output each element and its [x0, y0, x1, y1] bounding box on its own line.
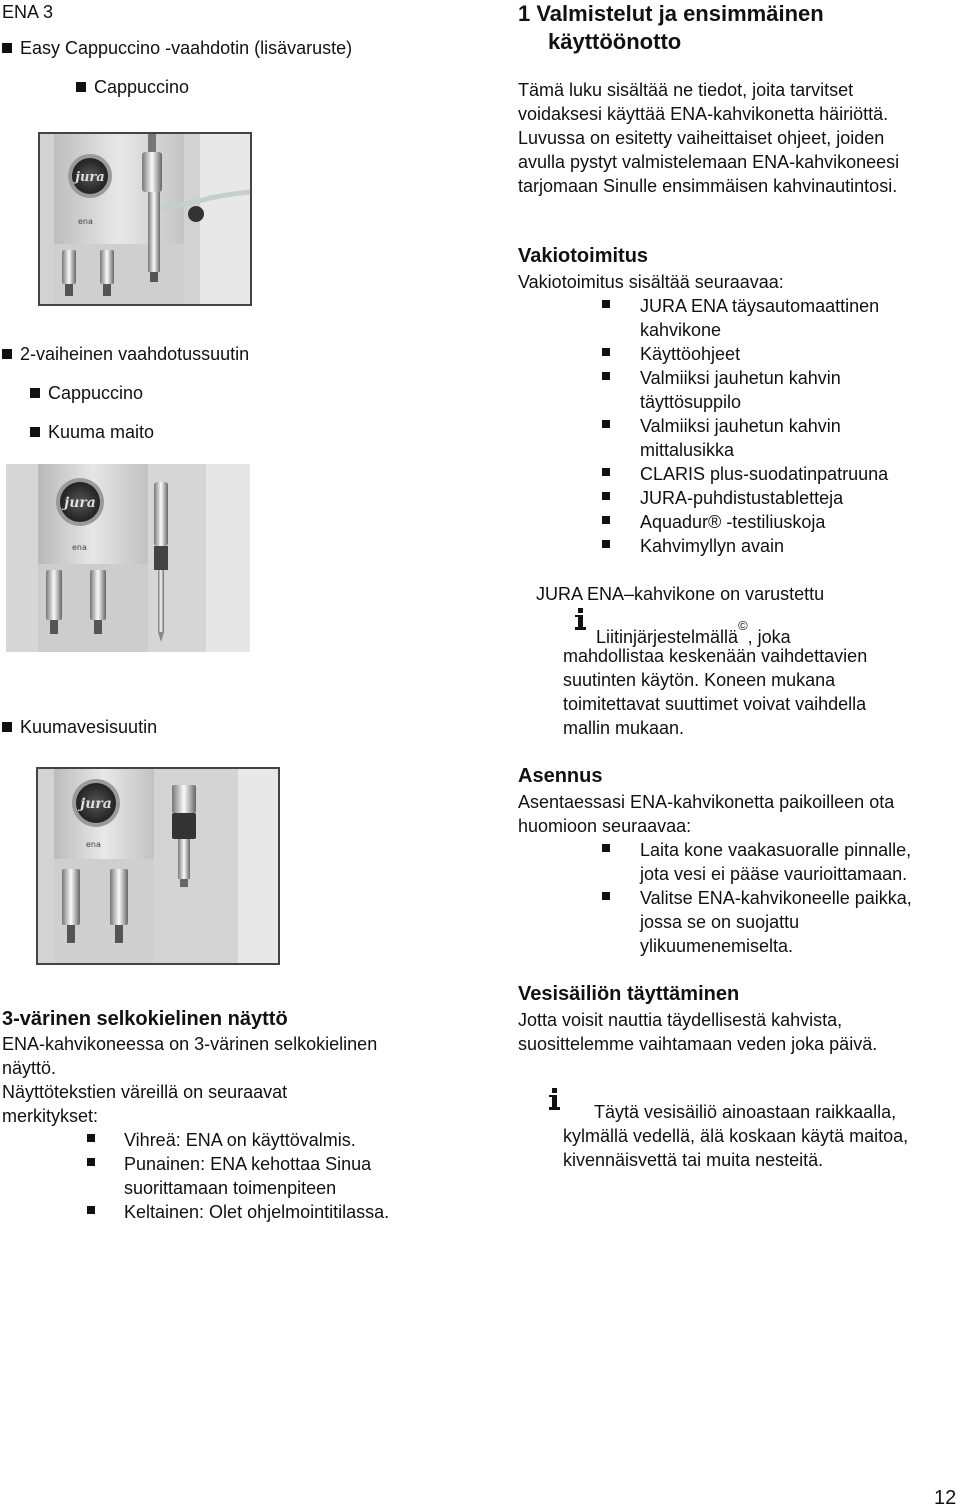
tank-note-line-1: Täytä vesisäiliö ainoastaan raikkaalla, — [594, 1102, 897, 1122]
accessory-3-title: Kuumavesisuutin — [2, 715, 157, 739]
machine-photo-easy-cappuccino — [38, 132, 252, 306]
jura-logo: jura — [75, 170, 105, 185]
accessory-2-title: 2-vaiheinen vaahdotussuutin — [2, 342, 249, 366]
bullet-square — [87, 1206, 95, 1214]
connector-system-label: Liitinjärjestelmällä — [596, 627, 739, 647]
equipped-lead: JURA ENA–kahvikone on varustettu — [536, 584, 825, 604]
bullet-square — [87, 1134, 95, 1142]
standard-item-3-line-2: täyttösuppilo — [640, 392, 742, 412]
standard-item-2: Käyttöohjeet — [640, 344, 741, 364]
accessory-1-title: Easy Cappuccino -vaahdotin (lisävaruste) — [2, 36, 352, 60]
chapter-title-line-2: käyttöönotto — [548, 29, 682, 54]
install-item-2-line-2: jossa se on suojattu — [640, 912, 800, 932]
tank-line-2: suosittelemme vaihtamaan veden joka päivä. — [518, 1034, 878, 1054]
machine-illustration — [40, 134, 250, 304]
bullet-square — [602, 844, 610, 852]
standard-item-4-line-1: Valmiiksi jauhetun kahvin — [640, 416, 841, 436]
display-line-4: merkitykset: — [2, 1106, 99, 1126]
bullet-square — [602, 420, 610, 428]
ena-badge: ena — [72, 543, 87, 552]
intro-line-2: voidaksesi käyttää ENA-kahvikonetta häiriöttä. — [518, 104, 889, 124]
jura-logo: jura — [80, 796, 112, 812]
install-item-1-line-2: jota vesi ei pääse vaurioittamaan. — [640, 864, 908, 884]
display-bullet-3: Keltainen: Olet ohjelmointitilassa. — [124, 1202, 390, 1222]
standard-item-7: Aquadur® -testiliuskoja — [640, 512, 826, 532]
page-number: 12 — [934, 1487, 957, 1509]
display-heading: 3-värinen selkokielinen näyttö — [2, 1008, 288, 1030]
display-bullet-1: Vihreä: ENA on käyttövalmis. — [124, 1130, 356, 1150]
standard-item-3-line-1: Valmiiksi jauhetun kahvin — [640, 368, 841, 388]
accessory-1-sub: Cappuccino — [76, 75, 189, 99]
bullet-square — [30, 427, 40, 437]
tank-line-1: Jotta voisit nauttia täydellisestä kahvista, — [518, 1010, 843, 1030]
standard-item-1-line-1: JURA ENA täysautomaattinen — [640, 296, 880, 316]
standard-item-8: Kahvimyllyn avain — [640, 536, 785, 556]
intro-line-1: Tämä luku sisältää ne tiedot, joita tarvitset — [518, 80, 854, 100]
intro-line-5: tarjomaan Sinulle ensimmäisen kahvinautintosi. — [518, 176, 898, 196]
tank-heading: Vesisäiliön täyttäminen — [518, 983, 740, 1005]
chapter-title-line-1: 1 Valmistelut ja ensimmäinen — [518, 1, 824, 26]
copyright-mark: © — [738, 618, 748, 633]
display-line-1: ENA-kahvikoneessa on 3-värinen selkokielinen — [2, 1034, 378, 1054]
equipped-line-5: mallin mukaan. — [563, 718, 685, 738]
bullet-square — [602, 892, 610, 900]
model-name: ENA 3 — [2, 2, 54, 22]
machine-photo-two-stage-frother — [4, 462, 252, 654]
standard-heading: Vakiotoimitus — [518, 245, 649, 267]
install-lead-2: huomioon seuraavaa: — [518, 816, 692, 836]
accessory-2-sub-2: Kuuma maito — [30, 420, 154, 444]
bullet-square — [602, 372, 610, 380]
bullet-square — [2, 43, 12, 53]
equipped-line-3: suutinten käytön. Koneen mukana — [563, 670, 836, 690]
standard-item-1-line-2: kahvikone — [640, 320, 722, 340]
display-bullet-2-line-2: suorittamaan toimenpiteen — [124, 1178, 337, 1198]
display-bullet-2-line-1: Punainen: ENA kehottaa Sinua — [124, 1154, 372, 1174]
install-item-2-line-1: Valitse ENA-kahvikoneelle paikka, — [640, 888, 912, 908]
machine-photo-hot-water-nozzle — [36, 767, 280, 965]
machine-illustration — [6, 464, 250, 652]
bullet-square — [602, 468, 610, 476]
info-icon — [548, 1088, 562, 1112]
standard-item-6: JURA-puhdistustabletteja — [640, 488, 844, 508]
bullet-square — [76, 82, 86, 92]
install-heading: Asennus — [518, 765, 603, 787]
machine-illustration — [38, 769, 278, 963]
tank-note-line-2: kylmällä vedellä, älä koskaan käytä maitoa, — [563, 1126, 909, 1146]
display-line-2: näyttö. — [2, 1058, 57, 1078]
bullet-square — [2, 722, 12, 732]
bullet-square — [602, 540, 610, 548]
ena-badge: ena — [86, 840, 101, 849]
info-icon — [574, 608, 588, 632]
jura-logo: jura — [64, 495, 96, 511]
bullet-square — [30, 388, 40, 398]
bullet-square — [602, 300, 610, 308]
ena-badge: ena — [78, 217, 93, 226]
bullet-square — [602, 516, 610, 524]
tank-note-line-3: kivennäisvettä tai muita nesteitä. — [563, 1150, 824, 1170]
install-item-2-line-3: ylikuumenemiselta. — [640, 936, 794, 956]
bullet-square — [87, 1158, 95, 1166]
intro-line-3: Luvussa on esitetty vaiheittaiset ohjeet, joiden — [518, 128, 885, 148]
bullet-square — [602, 492, 610, 500]
bullet-square — [2, 349, 12, 359]
equipped-line-2: mahdollistaa keskenään vaihdettavien — [563, 646, 868, 666]
display-line-3: Näyttötekstien väreillä on seuraavat — [2, 1082, 288, 1102]
bullet-square — [602, 348, 610, 356]
equipped-line-4: toimitettavat suuttimet voivat vaihdella — [563, 694, 867, 714]
equipped-line-1-end: , joka — [747, 627, 791, 647]
install-item-1-line-1: Laita kone vaakasuoralle pinnalle, — [640, 840, 912, 860]
intro-line-4: avulla pystyt valmistelemaan ENA-kahvikoneesi — [518, 152, 900, 172]
accessory-2-sub-1: Cappuccino — [30, 381, 143, 405]
standard-lead: Vakiotoimitus sisältää seuraavaa: — [518, 272, 784, 292]
standard-item-4-line-2: mittalusikka — [640, 440, 735, 460]
install-lead-1: Asentaessasi ENA-kahvikonetta paikoilleen ota — [518, 792, 895, 812]
standard-item-5: CLARIS plus-suodatinpatruuna — [640, 464, 889, 484]
